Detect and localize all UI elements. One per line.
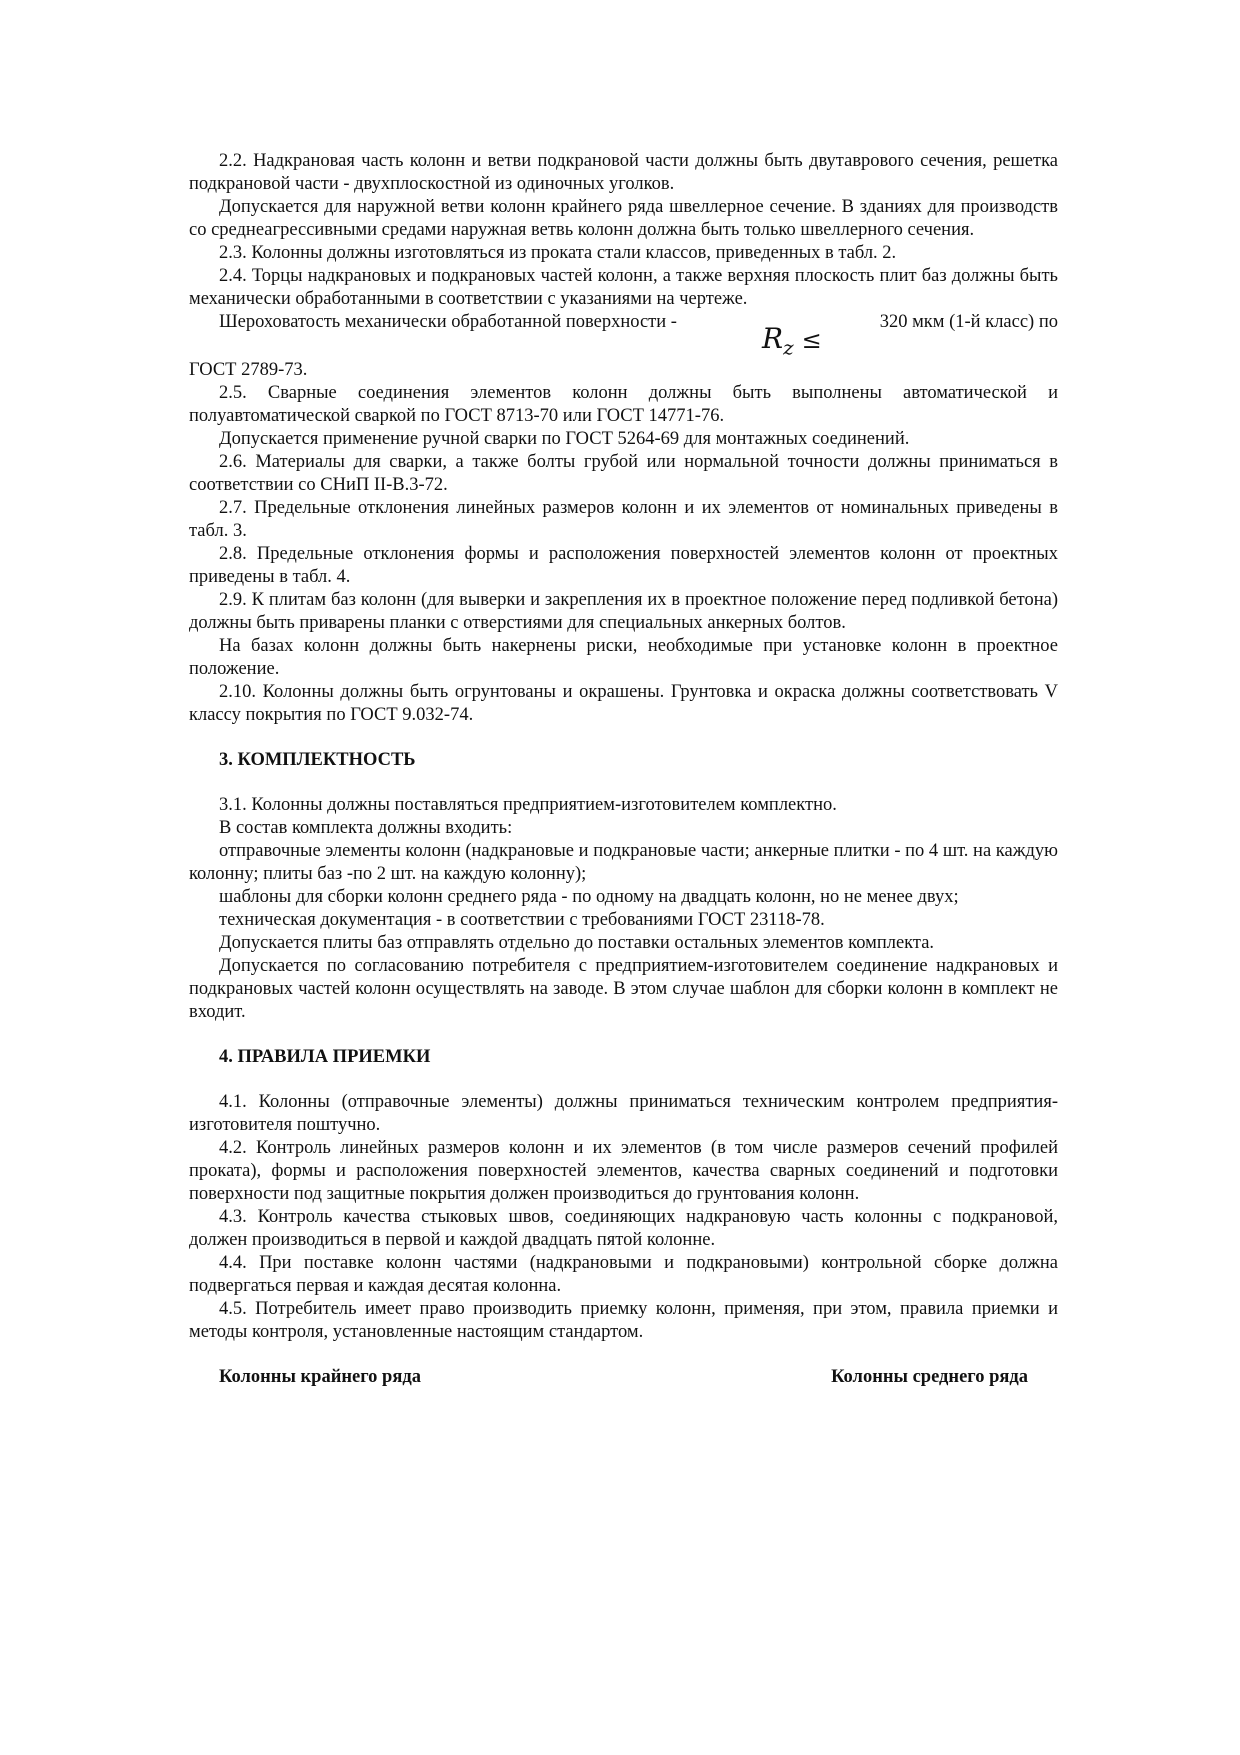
paragraph-2-10: 2.10. Колонны должны быть огрунтованы и окрашены. Грунтовка и окраска должны соответствовать V классу покрытия по ГОСТ 9.032-74. <box>189 682 1058 725</box>
document-page <box>189 150 1058 1389</box>
paragraph-2-2: 2.2. Надкрановая часть колонн и ветви подкрановой части должны быть двутаврового сечения, решетка подкрановой части - двухплоскостной из одиночных уголков. <box>189 151 1058 194</box>
paragraph-channel-section: Допускается для наружной ветви колонн крайнего ряда швеллерное сечение. В зданиях для производств со среднеагрессивными средами наружная ветвь колонн должна быть только швеллерного сечения. <box>189 197 1058 240</box>
paragraph-set-contents: В состав комплекта должны входить: <box>219 818 513 838</box>
formula-subscript: z <box>783 335 794 360</box>
paragraph-manual-welding: Допускается применение ручной сварки по ГОСТ 5264-69 для монтажных соединений. <box>219 429 910 449</box>
paragraph-4-1: 4.1. Колонны (отправочные элементы) должны приниматься техническим контролем предприятия-изготовителя поштучно. <box>189 1092 1058 1135</box>
list-item-templates: шаблоны для сборки колонн среднего ряда - по одному на двадцать колонн, но не менее двух; <box>219 887 959 907</box>
paragraph-marks: На базах колонн должны быть накернены риски, необходимые при установке колонн в проектное положение. <box>189 636 1058 679</box>
paragraph-base-plates: Допускается плиты баз отправлять отдельно до поставки остальных элементов комплекта. <box>219 933 935 953</box>
formula-operator: ≤ <box>801 326 822 354</box>
label-middle-row-columns: Колонны среднего ряда <box>831 1367 1028 1387</box>
paragraph-2-6: 2.6. Материалы для сварки, а также болты грубой или нормальной точности должны приниматься в соответствии со СНиП II-В.3-72. <box>189 452 1058 495</box>
paragraph-4-2: 4.2. Контроль линейных размеров колонн и их элементов (в том числе размеров сечений профилей проката), формы и расположения поверхностей элементов, качества сварных соединений и подготовки поверхности под защитные покрытия должен производиться до грунтования колонн. <box>189 1138 1058 1204</box>
paragraph-2-8: 2.8. Предельные отклонения формы и расположения поверхностей элементов колонн от проектных приведены в табл. 4. <box>189 544 1058 587</box>
section-4-heading: 4. ПРАВИЛА ПРИЕМКИ <box>219 1047 431 1067</box>
list-item-shipping-elements: отправочные элементы колонн (надкрановые и подкрановые части; анкерные плитки - по 4 шт. на каждую колонну; плиты баз -по 2 шт. на каждую колонну); <box>189 841 1058 884</box>
label-outer-row-columns: Колонны крайнего ряда <box>219 1367 421 1387</box>
roughness-continuation: ГОСТ 2789-73. <box>189 360 308 380</box>
formula-r: R <box>762 322 784 355</box>
roughness-formula <box>762 324 822 363</box>
paragraph-2-9: 2.9. К плитам баз колонн (для выверки и закрепления их в проектное положение перед подливкой бетона) должны быть приварены планки с отверстиями для специальных анкерных болтов. <box>189 590 1058 633</box>
roughness-trail-text: 320 мкм (1-й класс) по <box>879 312 1058 332</box>
paragraph-2-7: 2.7. Предельные отклонения линейных размеров колонн и их элементов от номинальных приведены в табл. 3. <box>189 498 1058 541</box>
paragraph-4-4: 4.4. При поставке колонн частями (надкрановыми и подкрановыми) контрольной сборке должна подвергаться первая и каждая десятая колонна. <box>189 1253 1058 1296</box>
column-type-labels <box>189 1366 1058 1389</box>
paragraph-2-5: 2.5. Сварные соединения элементов колонн должны быть выполнены автоматической и полуавтоматической сваркой по ГОСТ 8713-70 или ГОСТ 14771-76. <box>189 383 1058 426</box>
section-3-heading: 3. КОМПЛЕКТНОСТЬ <box>219 750 416 770</box>
paragraph-3-1: 3.1. Колонны должны поставляться предприятием-изготовителем комплектно. <box>219 795 837 815</box>
roughness-lead-text: Шероховатость механически обработанной поверхности - <box>219 312 677 332</box>
paragraph-4-3: 4.3. Контроль качества стыковых швов, соединяющих надкрановую часть колонны с подкрановой, должен производиться в первой и каждой двадцать пятой колонне. <box>189 1207 1058 1250</box>
roughness-paragraph <box>189 311 1058 382</box>
roughness-line <box>189 311 1058 334</box>
paragraph-4-5: 4.5. Потребитель имеет право производить приемку колонн, применяя, при этом, правила приемки и методы контроля, установленные настоящим стандартом. <box>189 1299 1058 1342</box>
paragraph-factory-joining: Допускается по согласованию потребителя с предприятием-изготовителем соединение надкрановых и подкрановых частей колонн осуществлять на заводе. В этом случае шаблон для сборки колонн в комплект не входит. <box>189 956 1058 1022</box>
paragraph-2-4: 2.4. Торцы надкрановых и подкрановых частей колонн, а также верхняя плоскость плит баз должны быть механически обработанными в соответствии с указаниями на чертеже. <box>189 266 1058 309</box>
paragraph-2-3: 2.3. Колонны должны изготовляться из проката стали классов, приведенных в табл. 2. <box>219 243 897 263</box>
list-item-documentation: техническая документация - в соответствии с требованиями ГОСТ 23118-78. <box>219 910 825 930</box>
